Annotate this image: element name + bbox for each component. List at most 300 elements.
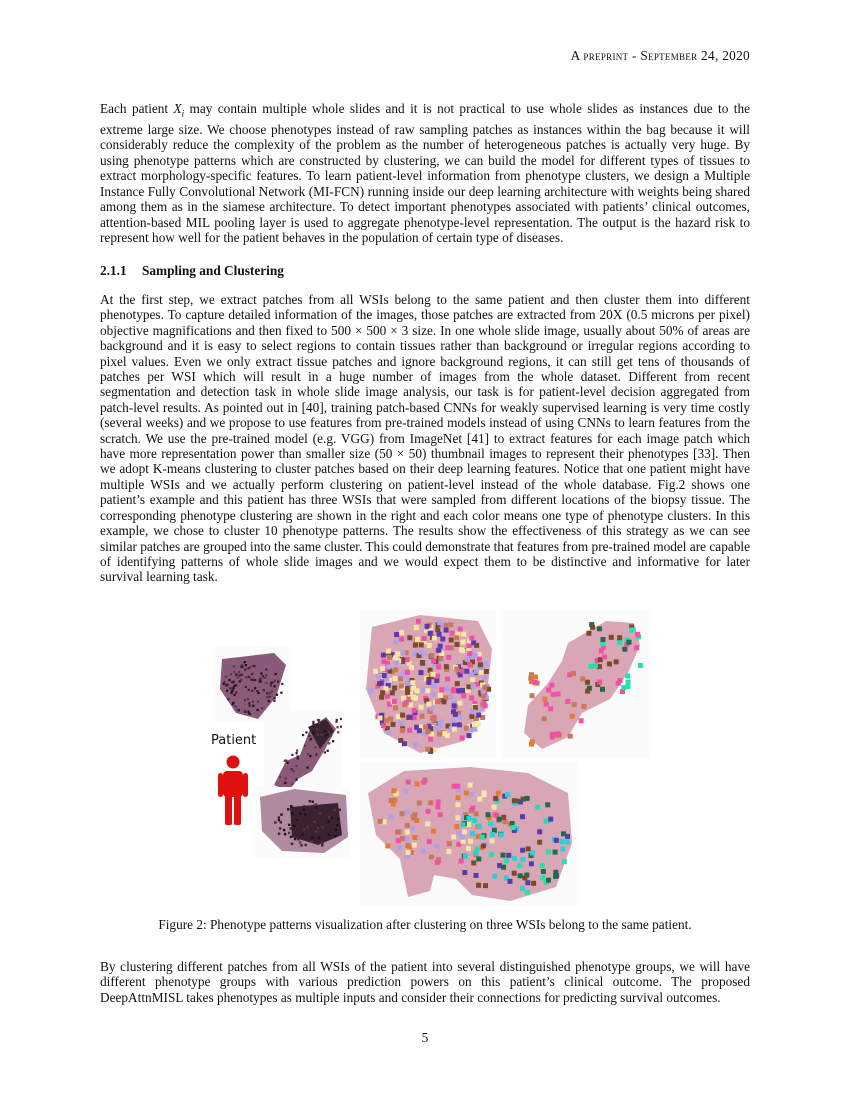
phenotype-patch — [331, 813, 333, 815]
phenotype-patch — [425, 729, 430, 734]
phenotype-patch — [297, 838, 299, 840]
phenotype-patch — [438, 812, 443, 817]
phenotype-patch — [572, 702, 577, 707]
phenotype-patch — [397, 830, 402, 835]
phenotype-patch — [589, 664, 594, 669]
phenotype-patch — [228, 679, 230, 681]
phenotype-patch — [436, 726, 441, 731]
phenotype-patch — [407, 635, 412, 640]
phenotype-patch — [291, 768, 293, 770]
phenotype-patch — [448, 695, 453, 700]
phenotype-patch — [252, 700, 254, 702]
phenotype-patch — [533, 680, 538, 685]
section-title: Sampling and Clustering — [142, 263, 284, 278]
phenotype-patch — [318, 837, 320, 839]
phenotype-patch — [585, 689, 590, 694]
phenotype-patch — [385, 844, 390, 849]
phenotype-patch — [425, 747, 430, 752]
phenotype-patch — [428, 631, 433, 636]
phenotype-patch — [505, 792, 510, 797]
phenotype-patch — [394, 632, 399, 637]
phenotype-patch — [318, 721, 320, 723]
phenotype-patch — [625, 684, 630, 689]
phenotype-patch — [419, 642, 424, 647]
phenotype-patch — [461, 632, 466, 637]
phenotype-patch — [287, 808, 289, 810]
phenotype-patch — [466, 846, 471, 851]
phenotype-patch — [477, 824, 482, 829]
phenotype-patch — [235, 674, 237, 676]
phenotype-patch — [455, 681, 460, 686]
phenotype-patch — [324, 751, 326, 753]
phenotype-patch — [466, 822, 471, 827]
phenotype-patch — [308, 735, 310, 737]
phenotype-patch — [296, 765, 298, 767]
phenotype-patch — [294, 838, 296, 840]
phenotype-patch — [593, 663, 598, 668]
phenotype-patch — [339, 809, 341, 811]
phenotype-patch — [535, 805, 540, 810]
phenotype-patch — [296, 779, 298, 781]
phenotype-patch — [537, 829, 542, 834]
phenotype-patch — [385, 694, 390, 699]
phenotype-patch — [484, 661, 489, 666]
phenotype-patch — [453, 712, 458, 717]
phenotype-patch — [512, 856, 517, 861]
phenotype-patch — [247, 698, 249, 700]
phenotype-patch — [520, 814, 525, 819]
wsi-he-image-2 — [264, 711, 342, 793]
phenotype-patch — [409, 665, 414, 670]
phenotype-patch — [241, 666, 243, 668]
phenotype-patch — [497, 817, 502, 822]
phenotype-patch — [528, 676, 533, 681]
phenotype-patch — [425, 688, 430, 693]
phenotype-patch — [273, 697, 275, 699]
phenotype-patch — [464, 791, 469, 796]
phenotype-patch — [284, 833, 286, 835]
section-heading — [100, 263, 284, 279]
phenotype-patch — [457, 701, 462, 706]
phenotype-patch — [226, 690, 228, 692]
phenotype-patch — [247, 667, 249, 669]
phenotype-patch — [470, 831, 475, 836]
phenotype-patch — [402, 741, 407, 746]
phenotype-patch — [490, 838, 495, 843]
phenotype-patch — [452, 687, 457, 692]
phenotype-patch — [460, 835, 465, 840]
phenotype-patch — [586, 631, 591, 636]
phenotype-patch — [326, 722, 328, 724]
phenotype-patch — [550, 732, 555, 737]
phenotype-patch — [302, 734, 304, 736]
phenotype-patch — [549, 683, 554, 688]
phenotype-patch — [533, 675, 538, 680]
phenotype-patch — [284, 777, 286, 779]
phenotype-patch — [542, 697, 547, 702]
phenotype-patch — [565, 840, 570, 845]
phenotype-patch — [309, 755, 311, 757]
phenotype-patch — [265, 674, 267, 676]
phenotype-patch — [262, 675, 264, 677]
phenotype-patch — [522, 875, 527, 880]
phenotype-patch — [405, 823, 410, 828]
phenotype-patch — [315, 806, 317, 808]
phenotype-patch — [455, 784, 460, 789]
phenotype-patch — [248, 676, 250, 678]
phenotype-patch — [421, 780, 426, 785]
phenotype-patch — [379, 681, 384, 686]
phenotype-patch — [400, 811, 405, 816]
phenotype-patch — [625, 674, 630, 679]
phenotype-patch — [544, 818, 549, 823]
phenotype-patch — [269, 692, 271, 694]
phenotype-patch — [518, 873, 523, 878]
phenotype-patch — [432, 718, 437, 723]
phenotype-patch — [565, 699, 570, 704]
phenotype-patch — [384, 718, 389, 723]
phenotype-patch — [400, 836, 405, 841]
phenotype-patch — [419, 714, 424, 719]
phenotype-patch — [266, 692, 268, 694]
phenotype-patch — [602, 654, 607, 659]
phenotype-patch — [493, 812, 498, 817]
phenotype-patch — [438, 656, 443, 661]
figure-caption: Figure 2: Phenotype patterns visualization after clustering on three WSIs belong to the same patient. — [158, 917, 692, 932]
phenotype-patch — [404, 789, 409, 794]
phenotype-patch — [312, 801, 314, 803]
phenotype-patch — [315, 830, 317, 832]
phenotype-patch — [337, 817, 339, 819]
phenotype-patch — [392, 699, 397, 704]
patient-label: Patient — [211, 733, 257, 748]
phenotype-patch — [397, 845, 402, 850]
phenotype-patch — [328, 816, 330, 818]
phenotype-patch — [530, 851, 535, 856]
phenotype-patch — [445, 645, 450, 650]
phenotype-patch — [427, 839, 432, 844]
phenotype-patch — [412, 708, 417, 713]
phenotype-patch — [311, 837, 313, 839]
phenotype-patch — [408, 715, 413, 720]
phenotype-patch — [266, 696, 268, 698]
phenotype-patch — [483, 704, 488, 709]
phenotype-patch — [431, 659, 436, 664]
phenotype-patch — [229, 687, 231, 689]
phenotype-patch — [235, 705, 237, 707]
phenotype-patch — [305, 844, 307, 846]
phenotype-patch — [312, 721, 314, 723]
phenotype-patch — [340, 718, 342, 720]
phenotype-patch — [501, 815, 506, 820]
phenotype-patch — [389, 798, 394, 803]
phenotype-patch — [480, 835, 485, 840]
patient-person-icon — [218, 755, 248, 827]
phenotype-patch — [600, 641, 605, 646]
intro-text-rest: may contain multiple whole slides and it is not practical to use whole slides as instances due to the extreme large size. We choose phenotypes instead of raw sampling patches as instances within the bag because it will considerably reduce the complexity of the problem as the number of heterogeneous patches is actually very huge. By using phenotype patterns which are constructed by clustering, we can build the model for different types of tissues to extract morphology-specific features. To learn patient-level information from phenotype clusters, we design a Multiple Instance Fully Convolutional Network (MI-FCN) running inside our deep learning architecture with weights being shared among them as in the siamese architecture. To detect important phenotypes associated with patients’ clinical outcomes, attention-based MIL pooling layer is used to aggregate phenotype-level representation. The output is the hazard risk to represent how well for the patient behaves in the population of certain type of diseases. — [100, 101, 750, 245]
phenotype-patch — [454, 824, 459, 829]
phenotype-patch — [464, 669, 469, 674]
phenotype-patch — [325, 734, 327, 736]
cluster-image-1 — [360, 609, 496, 757]
phenotype-patch — [231, 681, 233, 683]
phenotype-patch — [449, 637, 454, 642]
phenotype-patch — [290, 827, 292, 829]
phenotype-patch — [622, 647, 627, 652]
phenotype-patch — [309, 739, 311, 741]
phenotype-patch — [499, 832, 504, 837]
phenotype-patch — [278, 833, 280, 835]
phenotype-patch — [525, 796, 530, 801]
phenotype-patch — [393, 705, 398, 710]
phenotype-patch — [470, 677, 475, 682]
phenotype-patch — [299, 841, 301, 843]
phenotype-patch — [428, 737, 433, 742]
phenotype-patch — [469, 714, 474, 719]
phenotype-patch — [455, 815, 460, 820]
phenotype-patch — [571, 671, 576, 676]
phenotype-patch — [334, 809, 336, 811]
phenotype-patch — [381, 723, 386, 728]
phenotype-patch — [399, 630, 404, 635]
phenotype-patch — [231, 690, 233, 692]
phenotype-patch — [281, 683, 283, 685]
phenotype-patch — [321, 842, 323, 844]
phenotype-patch — [553, 874, 558, 879]
phenotype-patch — [233, 665, 235, 667]
phenotype-patch — [450, 631, 455, 636]
phenotype-patch — [486, 812, 491, 817]
phenotype-patch — [284, 782, 286, 784]
phenotype-patch — [479, 670, 484, 675]
phenotype-patch — [386, 649, 391, 654]
phenotype-patch — [436, 664, 441, 669]
phenotype-patch — [455, 642, 460, 647]
phenotype-patch — [546, 849, 551, 854]
phenotype-patch — [415, 781, 420, 786]
phenotype-patch — [553, 850, 558, 855]
phenotype-patch — [521, 857, 526, 862]
phenotype-patch — [225, 676, 227, 678]
phenotype-patch — [544, 702, 549, 707]
phenotype-patch — [334, 835, 336, 837]
cluster-map-2 — [502, 609, 650, 757]
phenotype-patch — [467, 816, 472, 821]
phenotype-patch — [321, 844, 323, 846]
phenotype-patch — [324, 805, 326, 807]
phenotype-patch — [434, 678, 439, 683]
header-separator: - — [628, 48, 641, 63]
phenotype-patch — [373, 669, 378, 674]
phenotype-patch — [601, 637, 606, 642]
phenotype-patch — [542, 716, 547, 721]
phenotype-patch — [452, 703, 457, 708]
phenotype-patch — [556, 692, 561, 697]
phenotype-patch — [430, 692, 435, 697]
phenotype-patch — [429, 855, 434, 860]
phenotype-patch — [334, 822, 336, 824]
phenotype-patch — [526, 846, 531, 851]
phenotype-patch — [296, 752, 298, 754]
phenotype-patch — [391, 722, 396, 727]
figure-2 — [200, 603, 652, 908]
phenotype-patch — [309, 800, 311, 802]
phenotype-patch — [263, 689, 265, 691]
phenotype-patch — [548, 817, 553, 822]
phenotype-patch — [411, 816, 416, 821]
phenotype-patch — [467, 651, 472, 656]
phenotype-patch — [302, 809, 304, 811]
phenotype-patch — [368, 688, 373, 693]
phenotype-patch — [471, 709, 476, 714]
phenotype-patch — [468, 839, 473, 844]
phenotype-patch — [249, 666, 251, 668]
phenotype-patch — [254, 665, 256, 667]
phenotype-patch — [454, 666, 459, 671]
phenotype-patch — [443, 623, 448, 628]
phenotype-patch — [304, 813, 306, 815]
phenotype-patch — [313, 732, 315, 734]
phenotype-patch — [428, 800, 433, 805]
phenotype-patch — [474, 873, 479, 878]
phenotype-patch — [597, 680, 602, 685]
phenotype-patch — [292, 827, 294, 829]
phenotype-patch — [327, 750, 329, 752]
phenotype-patch — [335, 721, 337, 723]
phenotype-patch — [411, 686, 416, 691]
phenotype-patch — [249, 713, 251, 715]
header-date: September 24, 2020 — [640, 48, 750, 63]
phenotype-patch — [413, 696, 418, 701]
phenotype-patch — [305, 731, 307, 733]
phenotype-patch — [476, 713, 481, 718]
phenotype-patch — [496, 791, 501, 796]
phenotype-patch — [541, 869, 546, 874]
phenotype-patch — [404, 837, 409, 842]
phenotype-patch — [490, 832, 495, 837]
wsi-thumbnail-3 — [254, 787, 350, 857]
phenotype-patch — [530, 739, 535, 744]
phenotype-patch — [415, 637, 420, 642]
phenotype-patch — [279, 827, 281, 829]
phenotype-patch — [437, 620, 442, 625]
phenotype-patch — [269, 696, 271, 698]
phenotype-patch — [314, 746, 316, 748]
phenotype-patch — [471, 684, 476, 689]
phenotype-patch — [488, 821, 493, 826]
phenotype-patch — [481, 694, 486, 699]
phenotype-patch — [260, 672, 262, 674]
phenotype-patch — [442, 731, 447, 736]
phenotype-patch — [393, 655, 398, 660]
phenotype-patch — [251, 673, 253, 675]
phenotype-patch — [227, 698, 229, 700]
phenotype-patch — [462, 870, 467, 875]
phenotype-patch — [525, 880, 530, 885]
phenotype-patch — [440, 637, 445, 642]
phenotype-patch — [474, 669, 479, 674]
phenotype-patch — [296, 750, 298, 752]
phenotype-patch — [419, 670, 424, 675]
phenotype-patch — [232, 687, 234, 689]
phenotype-patch — [462, 829, 467, 834]
phenotype-patch — [463, 854, 468, 859]
phenotype-patch — [313, 821, 315, 823]
phenotype-patch — [540, 875, 545, 880]
phenotype-patch — [315, 803, 317, 805]
phenotype-patch — [399, 637, 404, 642]
phenotype-patch — [265, 668, 267, 670]
phenotype-patch — [529, 861, 534, 866]
phenotype-patch — [381, 653, 386, 658]
cluster-image-3 — [360, 763, 578, 905]
phenotype-patch — [393, 667, 398, 672]
phenotype-patch — [475, 846, 480, 851]
phenotype-patch — [629, 627, 634, 632]
phenotype-patch — [233, 694, 235, 696]
phenotype-patch — [458, 627, 463, 632]
phenotype-patch — [537, 840, 542, 845]
phenotype-patch — [438, 719, 443, 724]
phenotype-patch — [561, 831, 566, 836]
phenotype-patch — [457, 722, 462, 727]
phenotype-patch — [503, 819, 508, 824]
phenotype-patch — [254, 687, 256, 689]
phenotype-patch — [461, 693, 466, 698]
phenotype-patch — [465, 657, 470, 662]
phenotype-patch — [492, 805, 497, 810]
phenotype-patch — [291, 754, 293, 756]
phenotype-patch — [504, 858, 509, 863]
phenotype-patch — [394, 660, 399, 665]
phenotype-patch — [290, 805, 292, 807]
phenotype-patch — [458, 714, 463, 719]
phenotype-patch — [412, 835, 417, 840]
phenotype-patch — [288, 832, 290, 834]
phenotype-patch — [579, 718, 584, 723]
cluster-map-1 — [360, 609, 496, 757]
phenotype-patch — [508, 879, 513, 884]
phenotype-patch — [506, 853, 511, 858]
phenotype-patch — [290, 836, 292, 838]
phenotype-patch — [441, 699, 446, 704]
phenotype-patch — [627, 640, 632, 645]
phenotype-patch — [405, 690, 410, 695]
phenotype-patch — [237, 676, 239, 678]
phenotype-patch — [387, 655, 392, 660]
phenotype-patch — [307, 753, 309, 755]
phenotype-patch — [405, 681, 410, 686]
phenotype-patch — [470, 806, 475, 811]
phenotype-patch — [280, 813, 282, 815]
phenotype-patch — [429, 653, 434, 658]
phenotype-patch — [312, 723, 314, 725]
phenotype-patch — [328, 731, 330, 733]
phenotype-patch — [614, 659, 619, 664]
phenotype-patch — [481, 689, 486, 694]
phenotype-patch — [520, 848, 525, 853]
phenotype-patch — [257, 709, 259, 711]
cluster-image-2 — [502, 609, 650, 757]
phenotype-patch — [382, 673, 387, 678]
phenotype-patch — [410, 826, 415, 831]
phenotype-patch — [432, 683, 437, 688]
phenotype-patch — [387, 730, 392, 735]
phenotype-patch — [266, 682, 268, 684]
phenotype-patch — [546, 687, 551, 692]
sampling-paragraph — [100, 292, 750, 585]
phenotype-patch — [448, 622, 453, 627]
